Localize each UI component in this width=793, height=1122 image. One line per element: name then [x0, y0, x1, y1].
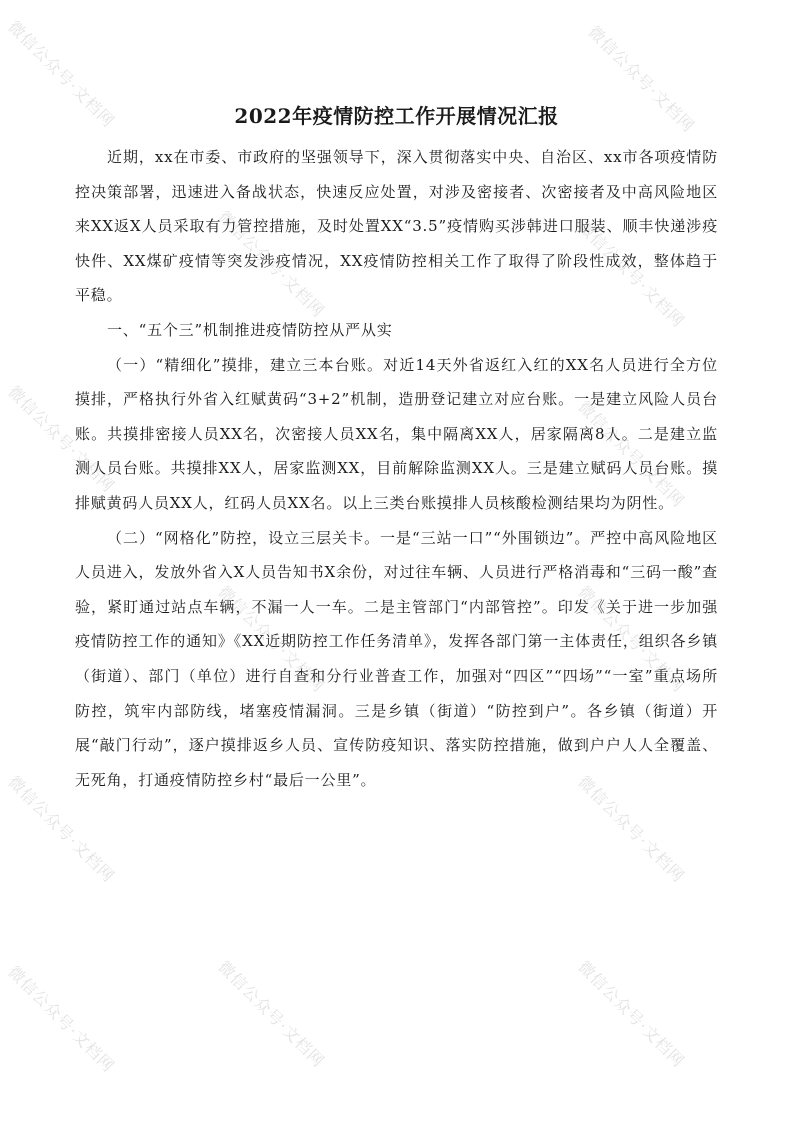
- watermark: 微信公众号·文档网: [4, 772, 119, 887]
- watermark: 微信公众号·文档网: [214, 582, 329, 697]
- subsection-paragraph-2: （二）“网格化”防控，设立三层关卡。一是“三站一口”“外围锁边”。严控中高风险地区人员进入，发放外省入X人员告知书X余份，对过往车辆、人员进行严格消毒和“三码一酸”查验，紧盯通过站点车辆，不漏一人一车。二是主管部门“内部管控”。印发《关于进一步加强疫情防控工作的通知》《XX近期防控工作任务清单》，发挥各部门第一主体责任，组织各乡镇（街道）、部门（单位）进行自查和分行业普查工作，加强对“四区”“四场”“一室”重点场所防控，筑牢内部防线，堵塞疫情漏洞。三是乡镇（街道）“防控到户”。各乡镇（街道）开展“敲门行动”，逐户摸排返乡人员、宣传防疫知识、落实防控措施，做到户户人人全覆盖、无死角，打通疫情防控乡村“最后一公里”。: [75, 528, 718, 789]
- subsection-paragraph-1: （一）“精细化”摸排，建立三本台账。对近14天外省返红入红的XX名人员进行全方位摸排，严格执行外省入红赋黄码“3+2”机制，造册登记建立对应台账。一是建立风险人员台账。共摸排密接人员XX名，次密接人员XX名，集中隔离XX人，居家隔离8人。二是建立监测人员台账。共摸排XX人，居家监测XX，目前解除监测XX人。三是建立赋码人员台账。摸排赋黄码人员XX人，红码人员XX名。以上三类台账摸排人员核酸检测结果均为阴性。: [75, 355, 718, 512]
- intro-paragraph: 近期，xx在市委、市政府的坚强领导下，深入贯彻落实中央、自治区、xx市各项疫情防控决策部署，迅速进入备战状态，快速反应处置，对涉及密接者、次密接者及中高风险地区来XX返X人员采取有力管控措施，及时处置XX“3.5”疫情购买涉韩进口服装、顺丰快递涉疫快件、XX煤矿疫情等突发涉疫情况，XX疫情防控相关工作了取得了阶段性成效，整体趋于平稳。: [75, 148, 718, 305]
- watermark: 微信公众号·文档网: [214, 207, 329, 322]
- watermark: 微信公众号·文档网: [214, 957, 329, 1072]
- document-title: 2022年疫情防控工作开展情况汇报: [234, 104, 559, 128]
- watermark: 微信公众号·文档网: [574, 957, 689, 1072]
- watermark: 微信公众号·文档网: [574, 582, 689, 697]
- watermark: 微信公众号·文档网: [574, 397, 689, 512]
- watermark: 微信公众号·文档网: [574, 772, 689, 887]
- document-body: [75, 140, 718, 797]
- watermark: 微信公众号·文档网: [584, 22, 699, 137]
- watermark: 微信公众号·文档网: [4, 17, 119, 132]
- watermark: 微信公众号·文档网: [574, 217, 689, 332]
- section-heading-1: 一、“五个三”机制推进疫情防控从严从实: [107, 320, 393, 339]
- watermark: 微信公众号·文档网: [4, 962, 119, 1077]
- watermark: 微信公众号·文档网: [4, 382, 119, 497]
